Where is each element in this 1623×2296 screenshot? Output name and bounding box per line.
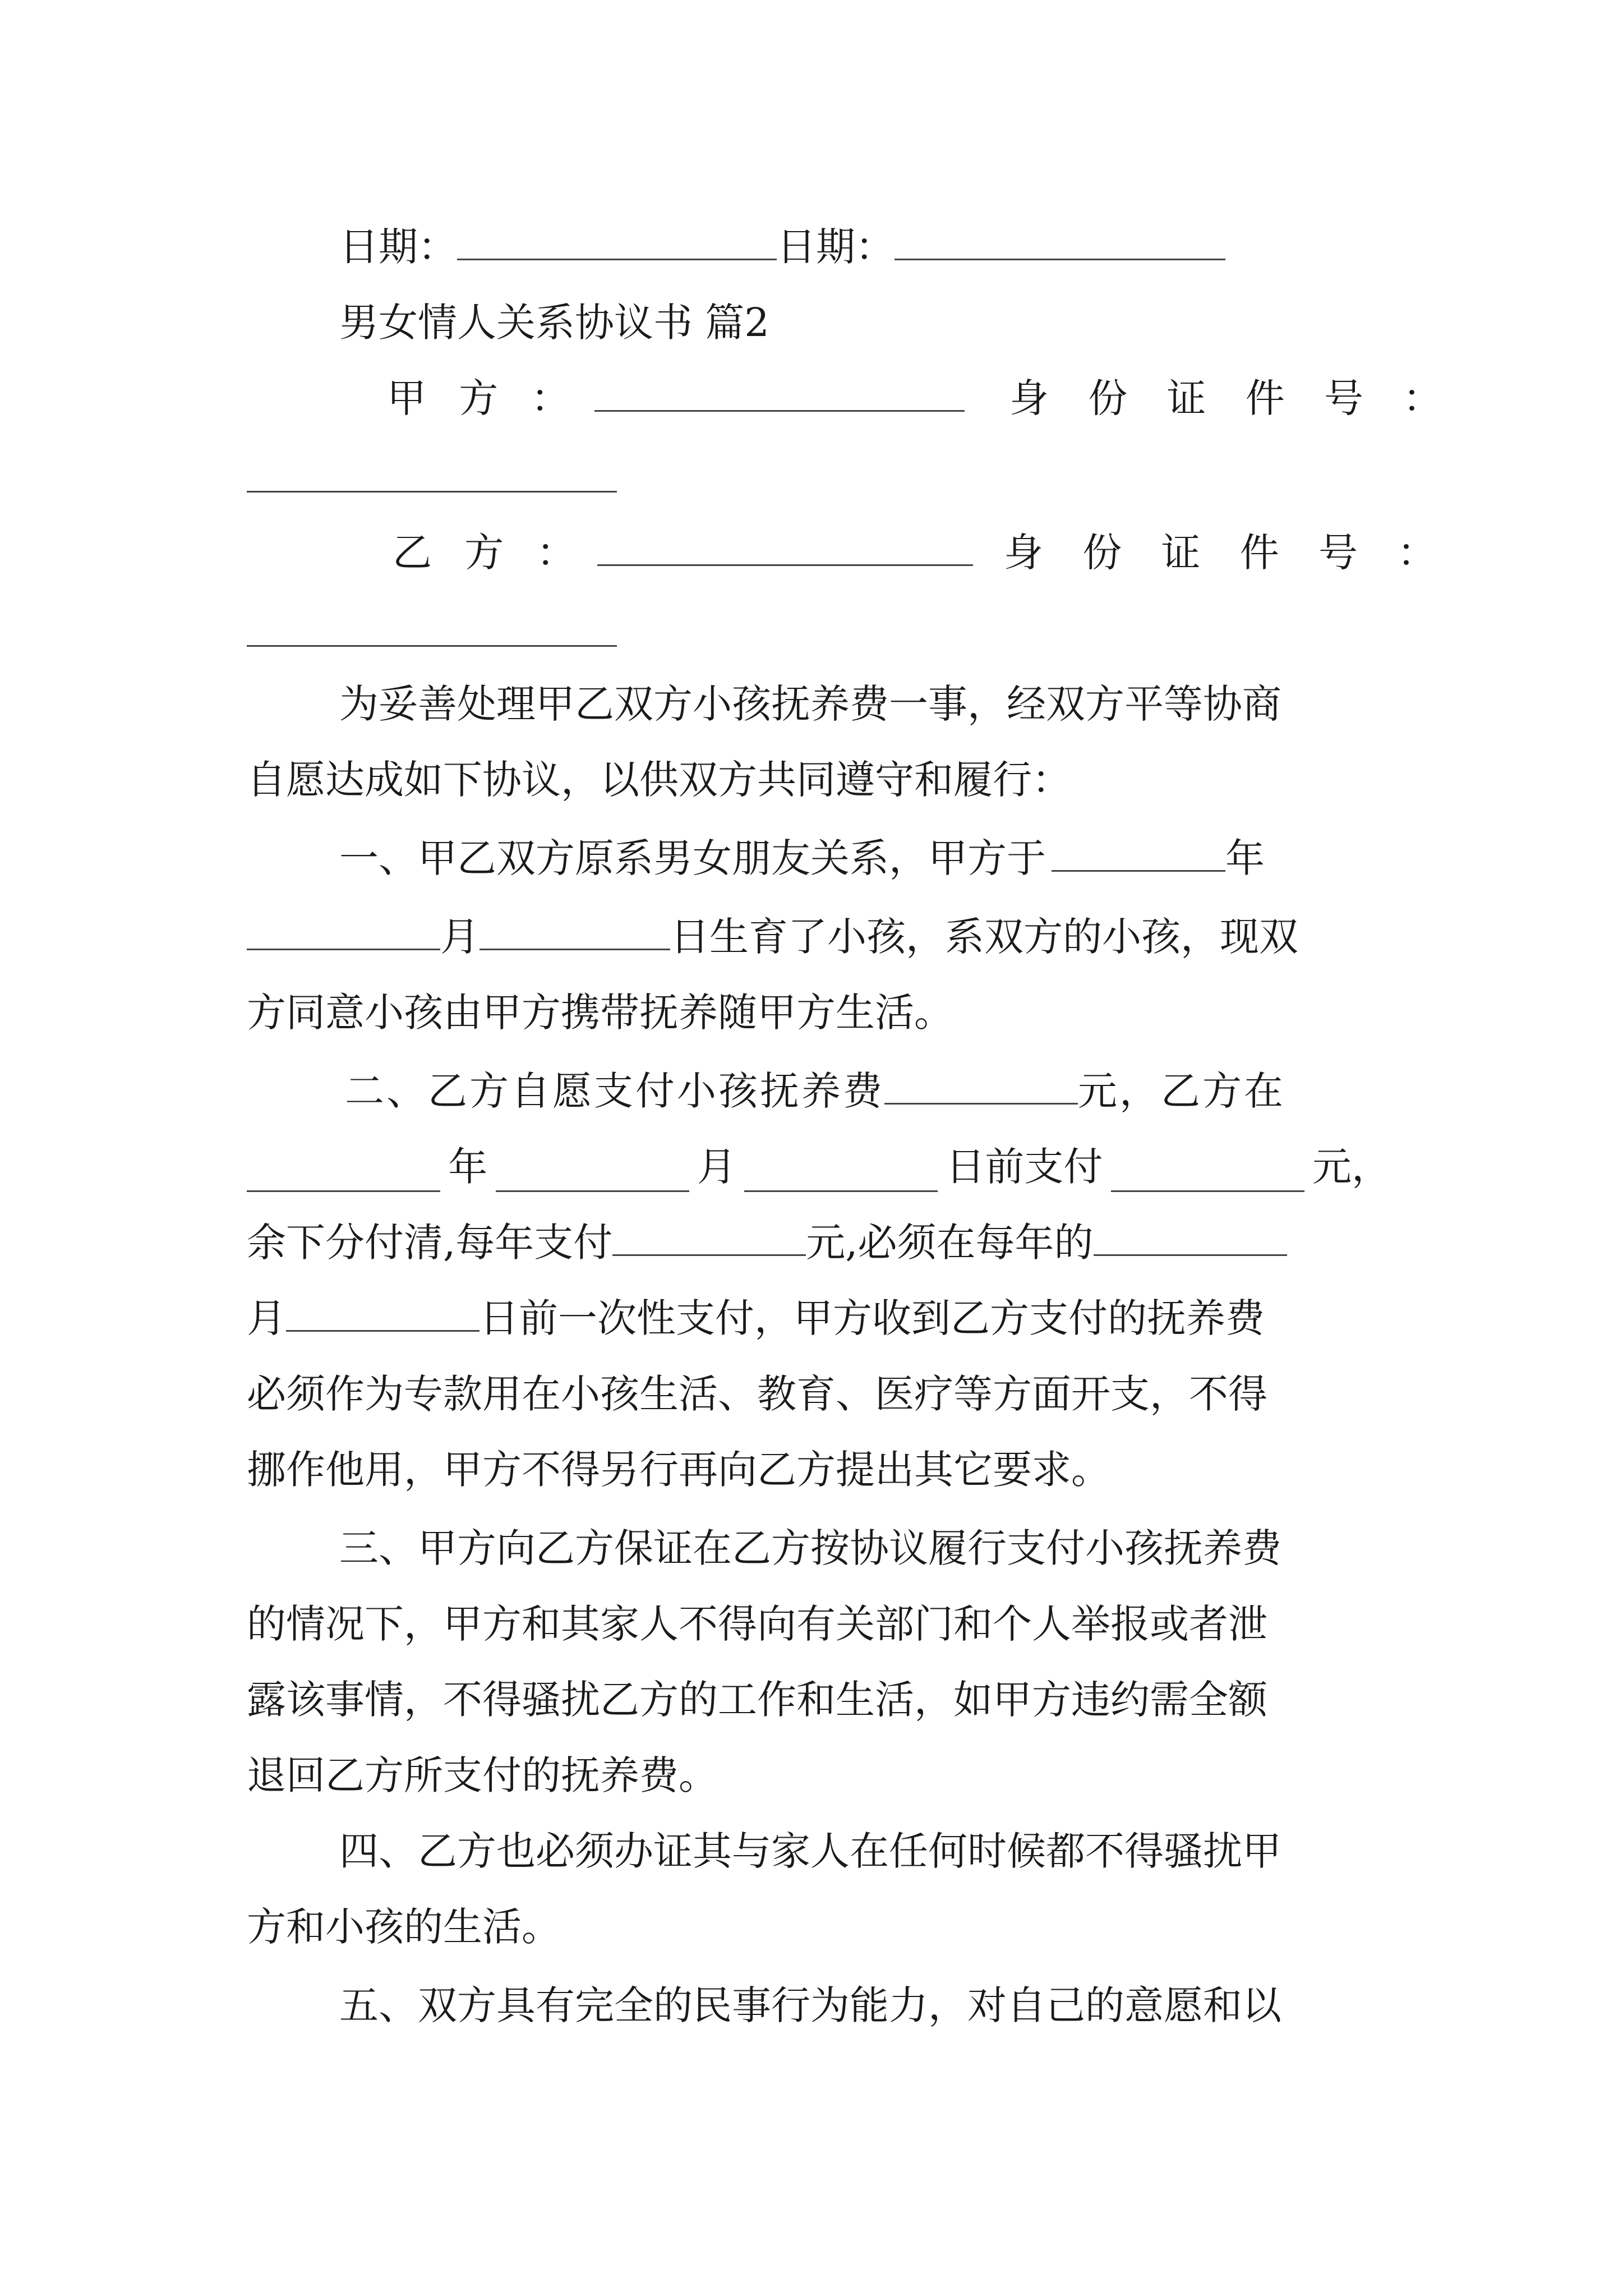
clause2-line-5: 必须作为专款用在小孩生活、教育、医疗等方面开支，不得 [247, 1371, 1267, 1417]
clause1-year-label: 年 [1225, 835, 1265, 881]
document-title: 男女情人关系协议书 篇2 [339, 300, 769, 346]
clause2-month-label: 月 [697, 1144, 736, 1190]
clause2-lead-blank[interactable] [247, 1153, 440, 1192]
clause2-first-payment-blank[interactable] [1111, 1153, 1304, 1192]
party-a-id-label: 身 份 证 件 号 ： [1009, 375, 1456, 421]
clause2-month2-label: 月 [247, 1295, 286, 1341]
clause2-annual-amount-blank[interactable] [612, 1217, 806, 1256]
date-label-2: 日期： [777, 224, 895, 270]
clause5-line-1: 五、双方具有完全的民事行为能力，对自己的意愿和以 [339, 1982, 1281, 2028]
clause1-month-blank[interactable] [479, 912, 670, 950]
clause2-line-4 [247, 1293, 1391, 1343]
date-line [339, 222, 1391, 272]
clause2-line-6: 挪作他用，甲方不得另行再向乙方提出其它要求。 [247, 1447, 1110, 1493]
clause4-line-1: 四、乙方也必须办证其与家人在任何时候都不得骚扰甲 [339, 1828, 1281, 1874]
clause2-year-blank[interactable] [496, 1153, 689, 1192]
clause1-lead-blank[interactable] [247, 912, 440, 950]
clause2-text-c: 日前支付 [946, 1144, 1103, 1190]
clause3-line-2: 的情况下，甲方和其家人不得向有关部门和个人举报或者泄 [247, 1601, 1267, 1647]
party-b-name-blank[interactable] [597, 527, 973, 566]
clause3-line-1: 三、甲方向乙方保证在乙方按协议履行支付小孩抚养费 [339, 1525, 1281, 1571]
clause2-annual-month-blank[interactable] [1094, 1217, 1287, 1256]
clause2-text-b: 元，乙方在 [1078, 1068, 1285, 1114]
clause1-year-blank[interactable] [1052, 833, 1225, 872]
intro-line-2: 自愿达成如下协议，以供双方共同遵守和履行： [247, 757, 1071, 803]
party-b-id-blank[interactable] [247, 645, 617, 647]
clause2-line-1 [345, 1066, 1391, 1116]
clause2-month-blank[interactable] [744, 1153, 938, 1192]
clause2-line-2 [247, 1142, 1391, 1192]
clause2-line-3 [247, 1217, 1391, 1268]
clause1-text-a: 一、甲乙双方原系男女朋友关系，甲方于 [339, 835, 1046, 881]
clause2-text-d: 元， [1312, 1144, 1391, 1190]
clause2-text-g: 日前一次性支付，甲方收到乙方支付的抚养费 [479, 1295, 1265, 1341]
clause1-line-3: 方同意小孩由甲方携带抚养随甲方生活。 [247, 990, 953, 1036]
clause2-text-a: 二、乙方自愿支付小孩抚养费 [345, 1068, 884, 1114]
party-a-name-blank[interactable] [594, 373, 965, 412]
party-a-line [387, 373, 1456, 424]
party-a-label: 甲 方 ： [387, 375, 580, 421]
clause2-text-f: 元,必须在每年的 [806, 1220, 1094, 1266]
date-label-1: 日期： [339, 224, 457, 270]
clause2-amount-blank[interactable] [884, 1066, 1078, 1105]
clause1-month-label: 月 [440, 914, 479, 960]
intro-line-1: 为妥善处理甲乙双方小孩抚养费一事，经双方平等协商 [339, 681, 1281, 727]
clause1-line-2 [247, 912, 1391, 962]
party-a-id-blank[interactable] [247, 491, 617, 493]
clause4-line-2: 方和小孩的生活。 [247, 1904, 561, 1950]
clause3-line-3: 露该事情，不得骚扰乙方的工作和生活，如甲方违约需全额 [247, 1677, 1267, 1723]
party-b-line [393, 527, 1450, 578]
clause3-line-4: 退回乙方所支付的抚养费。 [247, 1752, 718, 1798]
party-b-id-label: 身 份 证 件 号 ： [1004, 530, 1450, 576]
clause2-text-e: 余下分付清,每年支付 [247, 1220, 613, 1266]
date-blank-1[interactable] [457, 222, 777, 260]
date-blank-2[interactable] [895, 222, 1225, 260]
clause2-year-label: 年 [448, 1144, 488, 1190]
clause1-text-b: 日生育了小孩，系双方的小孩，现双 [670, 914, 1298, 960]
clause2-annual-day-blank[interactable] [286, 1293, 479, 1332]
clause1-line-1 [339, 833, 1391, 884]
party-b-label: 乙 方 ： [393, 530, 586, 576]
